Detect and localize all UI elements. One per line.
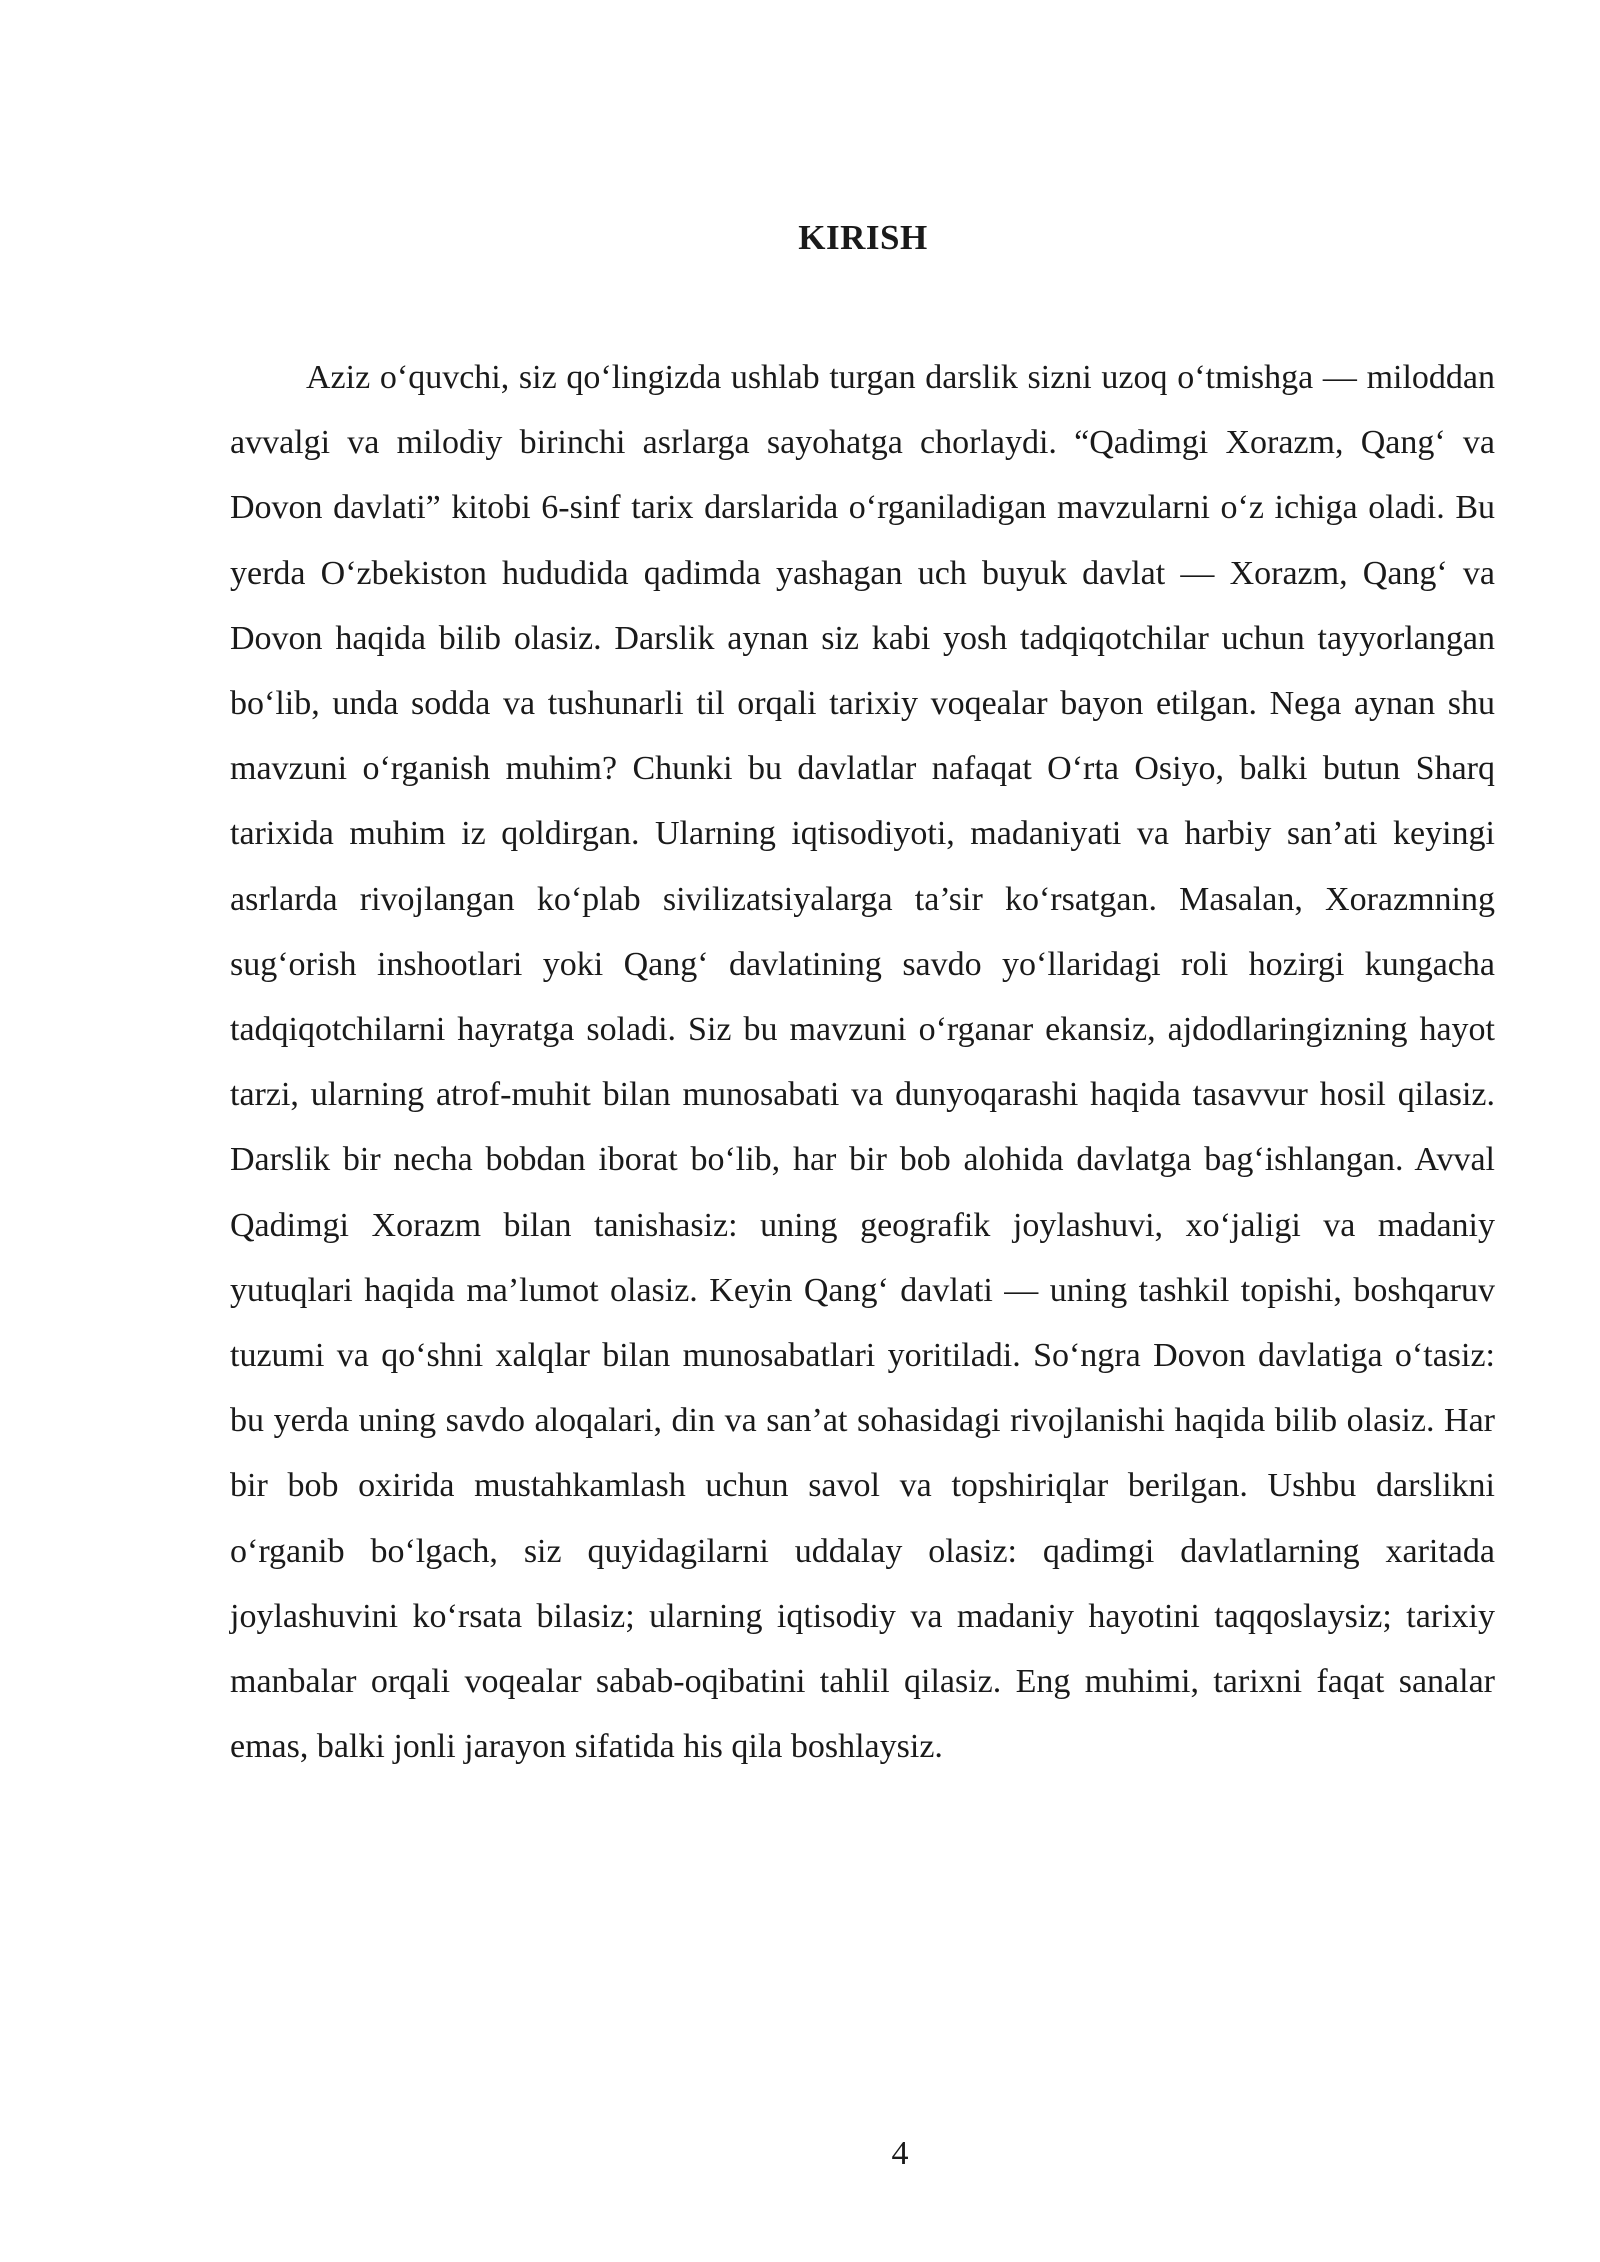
intro-paragraph: Aziz o‘quvchi, siz qo‘lingizda ushlab turgan darslik sizni uzoq o‘tmishga — miloddan avvalgi va milodiy birinchi asrlarga sayohatga chorlaydi. “Qadimgi Xorazm, Qang‘ va Dovon davlati” kitobi 6-sinf tarix darslarida o‘rganiladigan mavzularni o‘z ichiga oladi. Bu yerda O‘zbekiston hududida qadimda yashagan uch buyuk davlat — Xorazm, Qang‘ va Dovon haqida bilib olasiz. Darslik aynan siz kabi yosh tadqiqotchilar uchun tayyorlangan bo‘lib, unda sodda va tushunarli til orqali tarixiy voqealar bayon etilgan. Nega aynan shu mavzuni o‘rganish muhim? Chunki bu davlatlar nafaqat O‘rta Osiyo, balki butun Sharq tarixida muhim iz qoldirgan. Ularning iqtisodiyoti, madaniyati va harbiy san’ati keyingi asrlarda rivojlangan ko‘plab sivilizatsiyalarga ta’sir ko‘rsatgan. Masalan, Xorazmning sug‘orish inshootlari yoki Qang‘ davlatining savdo yo‘llaridagi roli hozirgi kungacha tadqiqotchilarni hayratga soladi. Siz bu mavzuni o‘rganar ekansiz, ajdodlaringizning hayot tarzi, ularning atrof-muhit bilan munosabati va dunyoqarashi haqida tasavvur hosil qilasiz. Darslik bir necha bobdan iborat bo‘lib, har bir bob alohida davlatga bag‘ishlangan. Avval Qadimgi Xorazm bilan tanishasiz: uning geografik joylashuvi, xo‘jaligi va madaniy yutuqlari haqida ma’lumot olasiz. Keyin Qang‘ davlati — uning tashkil topishi, boshqaruv tuzumi va qo‘shni xalqlar bilan munosabatlari yoritiladi. So‘ngra Dovon davlatiga o‘tasiz: bu yerda uning savdo aloqalari, din va san’at sohasidagi rivojlanishi haqida bilib olasiz. Har bir bob oxirida mustahkamlash uchun savol va topshiriqlar berilgan. Ushbu darslikni o‘rganib bo‘lgach, siz quyidagilarni uddalay olasiz: qadimgi davlatlarning xaritada joylashuvini ko‘rsata bilasiz; ularning iqtisodiy va madaniy hayotini taqqoslaysiz; tarixiy manbalar orqali voqealar sabab-oqibatini tahlil qilasiz. Eng muhimi, tarixni faqat sanalar emas, balki jonli jarayon sifatida his qila boshlaysiz. (230, 359, 1495, 1766)
page-number: 4 (891, 2135, 909, 2172)
page-title: KIRISH (798, 218, 928, 257)
